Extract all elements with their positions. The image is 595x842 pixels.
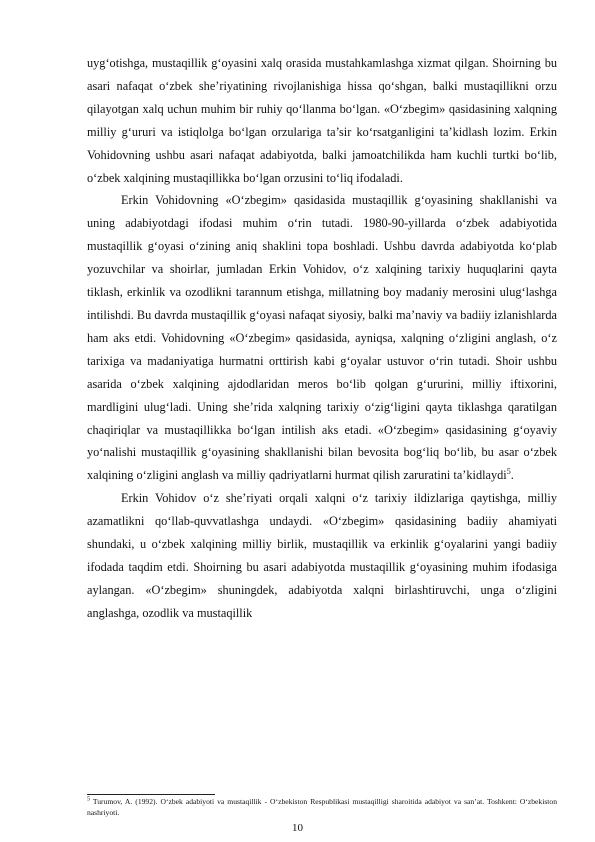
footnote-text: Turumov, A. (1992). O‘zbek adabiyoti va mustaqillik - O‘zbekiston Respublikasi mustaqilligi sharoitida adabiyot va san’at. Toshkent: O‘zbekiston nashriyoti. bbox=[87, 797, 557, 817]
page-number: 10 bbox=[292, 822, 303, 834]
paragraph-2-text: Erkin Vohidovning «O‘zbegim» qasidasida mustaqillik g‘oyasining shakllanishi va uning adabiyotdagi ifodasi muhim o‘rin tutadi. 1980-90-yillarda o‘zbek adabiyotida mustaqillik g‘oyasi o‘zining aniq shaklini topa boshladi. Ushbu davrda adabiyotda ko‘plab yozuvchilar va shoirlar, jumladan Erkin Vohidov, o‘z xalqining tarixiy huquqlarini qayta tiklash, erkinlik va ozodlikni tarannum etishga, millatning boy madaniy merosini ulug‘lashga intilishdi. Bu davrda mustaqillik g‘oyasi nafaqat siyosiy, balki ma’naviy va badiiy izlanishlarda ham aks etdi. Vohidovning «O‘zbegim» qasidasida, ayniqsa, xalqning o‘zligini anglash, o‘z tarixiga va madaniyatiga hurmatni orttirish kabi g‘oyalar ustuvor o‘rin tutadi. Shoir ushbu asarida o‘zbek xalqining ajdodlaridan meros bo‘lib qolgan g‘ururini, milliy iftixorini, mardligini ulug‘ladi. Uning she’rida xalqning tarixiy o‘zig‘ligini qayta tiklashga qaratilgan chaqiriqlar va mustaqillikka bo‘lgan intilish aks etadi. «O‘zbegim» qasidasining g‘oyaviy yo‘nalishi mustaqillik g‘oyasining shakllanishi bilan bevosita bog‘liq bo‘lib, bu asar o‘zbek xalqining o‘zligini anglash va milliy qadriyatlarni hurmat qilish zaruratini ta’kidlaydi bbox=[87, 193, 557, 483]
paragraph-2: Erkin Vohidovning «O‘zbegim» qasidasida mustaqillik g‘oyasining shakllanishi va uning adabiyotdagi ifodasi muhim o‘rin tutadi. 1980-90-yillarda o‘zbek adabiyotida mustaqillik g‘oyasi o‘zining aniq shaklini topa boshladi. Ushbu davrda adabiyotda ko‘plab yozuvchilar va shoirlar, jumladan Erkin Vohidov, o‘z xalqining tarixiy huquqlarini qayta tiklash, erkinlik va ozodlikni tarannum etishga, millatning boy madaniy merosini ulug‘lashga intilishdi. Bu davrda mustaqillik g‘oyasi nafaqat siyosiy, balki ma’naviy va badiiy izlanishlarda ham aks etdi. Vohidovning «O‘zbegim» qasidasida, ayniqsa, xalqning o‘zligini anglash, o‘z tarixiga va madaniyatiga hurmatni orttirish kabi g‘oyalar ustuvor o‘rin tutadi. Shoir ushbu asarida o‘zbek xalqining ajdodlaridan meros bo‘lib qolgan g‘ururini, milliy iftixorini, mardligini ulug‘ladi. Uning she’rida xalqning tarixiy o‘zig‘ligini qayta tiklashga qaratilgan chaqiriqlar va mustaqillikka bo‘lgan intilish aks etadi. «O‘zbegim» qasidasining g‘oyaviy yo‘nalishi mustaqillik g‘oyasining shakllanishi bilan bevosita bog‘liq bo‘lib, bu asar o‘zbek xalqining o‘zligini anglash va milliy qadriyatlarni hurmat qilish zaruratini ta’kidlaydi$^5$. bbox=[87, 193, 557, 483]
footnote-reference: 5 bbox=[506, 467, 511, 477]
footnote-marker: 5 bbox=[87, 796, 90, 803]
footnote-divider bbox=[87, 794, 215, 795]
paragraph-1: uyg‘otishga, mustaqillik g‘oyasini xalq orasida mustahkamlashga xizmat qilgan. Shoirning bu asari nafaqat o‘zbek she’riyatining rivojlanishiga hissa qo‘shgan, balki mustaqillikni orzu qilayotgan xalq uchun muhim bir ruhiy qo‘llanma bo‘lgan. «O‘zbegim» qasidasining xalqning milliy g‘ururi va istiqlolga bo‘lgan orzulariga ta’sir ko‘rsatganligini ta’kidlash lozim. Erkin Vohidovning ushbu asari nafaqat adabiyotda, balki jamoatchilikda ham kuchli turtki bo‘lib, o‘zbek xalqining mustaqillikka bo‘lgan orzusini to‘liq ifodaladi. bbox=[87, 56, 557, 185]
footnote bbox=[87, 797, 557, 818]
document-body bbox=[87, 52, 557, 625]
paragraph-3: Erkin Vohidov o‘z she’riyati orqali xalqni o‘z tarixiy ildizlariga qaytishga, milliy azamatlikni qo‘llab-quvvatlashga undaydi. «O‘zbegim» qasidasining badiiy ahamiyati shundaki, u o‘zbek xalqining milliy birlik, mustaqillik va erkinlik g‘oyalarini yangi badiiy ifodada taqdim etdi. Shoirning bu asari adabiyotda mustaqillik g‘oyasining muhim ifodasiga aylangan. «O‘zbegim» shuningdek, adabiyotda xalqni birlashtiruvchi, unga o‘zligini anglashga, ozodlik va mustaqillik bbox=[87, 491, 557, 620]
